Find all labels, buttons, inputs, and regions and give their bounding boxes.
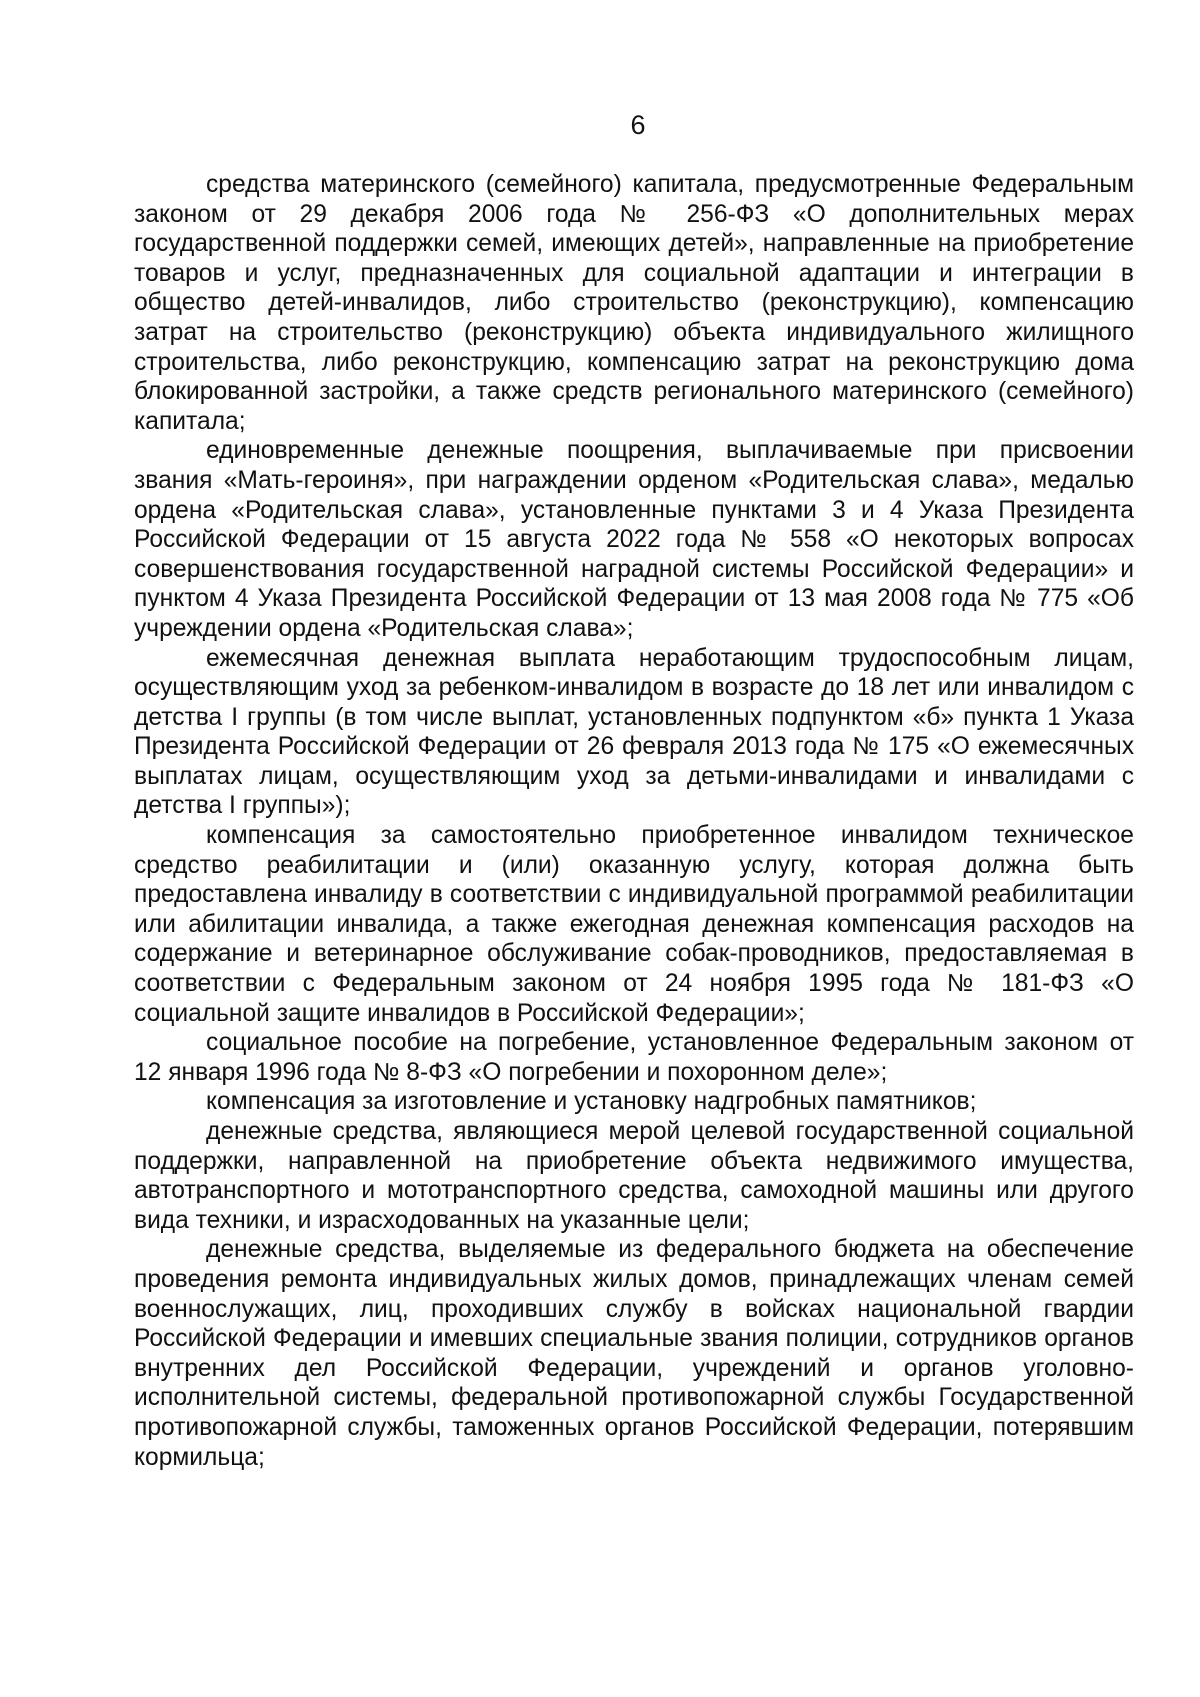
paragraph-house-repair-funds: денежные средства, выделяемые из федерального бюджета на обеспечение проведения ремонта индивидуальных жилых домов, принадлежащих членам семей военнослужащих, лиц, проходивших службу в войсках национальной гвардии Российской Федерации и имевших специальные звания полиции, сотрудников органов внутренних дел Российской Федерации, учреждений и органов уголовно-исполнительной системы, федеральной противопожарной службы Государственной противопожарной службы, таможенных органов Российской Федерации, потерявшим кормильца; <box>134 1236 1134 1471</box>
paragraph-burial-allowance: социальное пособие на погребение, установленное Федеральным законом от 12 января 1996 года № 8-ФЗ «О погребении и похоронном деле»; <box>134 1029 1134 1086</box>
paragraph-award-payments: единовременные денежные поощрения, выплачиваемые при присвоении звания «Мать-героиня», при награждении орденом «Родительская слава», медалью ордена «Родительская слава», установленные пунктами 3 и 4 Указа Президента Российской Федерации от 15 августа 2022 года № 558 «О некоторых вопросах совершенствования государственной наградной системы Российской Федерации» и пунктом 4 Указа Президента Российской Федерации от 13 мая 2008 года № 775 «Об учреждении ордена «Родительская слава»; <box>134 437 1134 642</box>
paragraph-caregiver-payment: ежемесячная денежная выплата неработающим трудоспособным лицам, осуществляющим уход за ребенком-инвалидом в возрасте до 18 лет или инвалидом с детства I группы (в том числе выплат, установленных подпунктом «б» пункта 1 Указа Президента Российской Федерации от 26 февраля 2013 года № 175 «О ежемесячных выплатах лицам, осуществляющим уход за детьми-инвалидами и инвалидами с детства I группы»); <box>134 644 1134 820</box>
paragraph-rehabilitation-compensation: компенсация за самостоятельно приобретенное инвалидом техническое средство реабилитации и (или) оказанную услугу, которая должна быть предоставлена инвалиду в соответствии с индивидуальной программой реабилитации или абилитации инвалида, а также ежегодная денежная компенсация расходов на содержание и ветеринарное обслуживание собак-проводников, предоставляемая в соответствии с Федеральным законом от 24 ноября 1995 года № 181-ФЗ «О социальной защите инвалидов в Российской Федерации»; <box>134 822 1134 1027</box>
paragraph-monument-compensation: компенсация за изготовление и установку надгробных памятников; <box>206 1088 977 1116</box>
page-number: 6 <box>630 110 646 140</box>
paragraph-maternity-capital: средства материнского (семейного) капитала, предусмотренные Федеральным законом от 29 декабря 2006 года № 256-ФЗ «О дополнительных мерах государственной поддержки семей, имеющих детей», направленные на приобретение товаров и услуг, предназначенных для социальной адаптации и интеграции в общество детей-инвалидов, либо строительство (реконструкцию), компенсацию затрат на строительство (реконструкцию) объекта индивидуального жилищного строительства, либо реконструкцию, компенсацию затрат на реконструкцию дома блокированной застройки, а также средств регионального материнского (семейного) капитала; <box>134 171 1134 435</box>
document-body <box>134 170 1134 1472</box>
paragraph-targeted-support: денежные средства, являющиеся мерой целевой государственной социальной поддержки, направленной на приобретение объекта недвижимого имущества, автотранспортного и мототранспортного средства, самоходной машины или другого вида техники, и израсходованных на указанные цели; <box>134 1118 1134 1234</box>
